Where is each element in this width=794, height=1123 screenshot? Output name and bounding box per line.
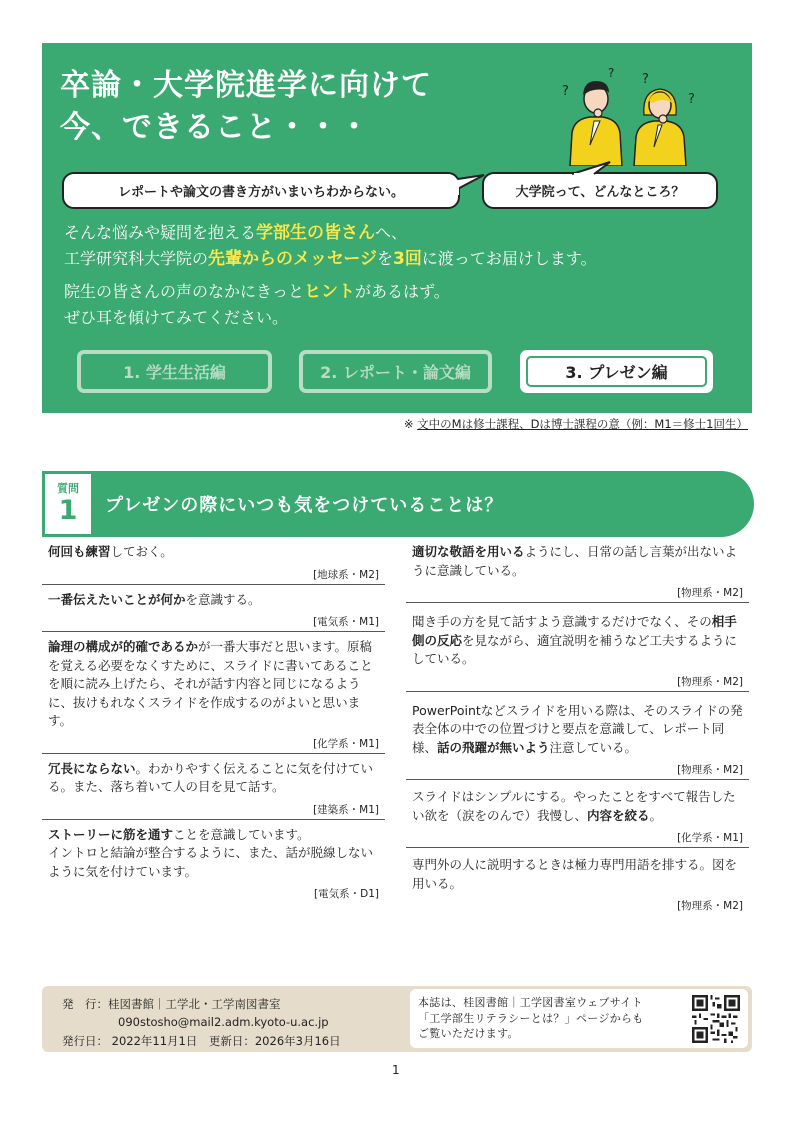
website-info-line: 本誌は、桂図書館｜工学図書室ウェブサイト: [418, 996, 643, 1009]
answer-text: 専門外の人に説明するときは極力専門用語を排する。図を用いる。: [412, 857, 738, 891]
answer-source: [化学系・M1]: [313, 737, 379, 750]
footnote-text: 文中のMは修士課程、Dは博士課程の意（例：M1＝修士1回生）: [417, 417, 748, 431]
publisher-line: 発 行：桂図書館｜工学北・工学南図書室: [62, 997, 281, 1011]
svg-text:?: ?: [608, 66, 615, 80]
answer-item: [406, 780, 749, 848]
answer-source: [物理系・M2]: [677, 675, 743, 688]
answer-text: イントロと結論が整合するように、また、話が脱線しないように気を付けています。: [48, 845, 374, 879]
footnote: [404, 416, 748, 432]
answer-source: [電気系・D1]: [314, 888, 379, 900]
answer-source: [物理系・M2]: [677, 587, 743, 599]
hero-text-part: があるはず。: [355, 282, 450, 301]
contact-email[interactable]: 090stosho@mail2.adm.kyoto-u.ac.jp: [118, 1015, 329, 1029]
question-title: プレゼンの際にいつも気をつけていることは？: [105, 495, 504, 516]
website-info-box: [410, 989, 748, 1048]
page-number: 1: [392, 1063, 400, 1077]
answer-text: が一番大事だと思います。原稿を覚える必要をなくすために、スライドに書いてあることを順に読み上げたら、それが話す内容と同じになるように、抜けもれなくスライドを作成するのがよいと思います。: [48, 639, 373, 728]
answer-bold: 一番伝えたいことが何か: [48, 591, 186, 607]
answer-text: を意識する。: [185, 591, 261, 607]
answer-text: ことを意識しています。: [173, 826, 310, 842]
answer-text: スライドはシンプルにする。やったことをすべて報告したい欲を（涙をのんで）我慢し、: [412, 789, 736, 823]
answer-text: ようにし、日常の話し言葉が出ないように意識している。: [412, 544, 738, 578]
hero-highlight: ヒント: [304, 282, 356, 302]
answer-item: [406, 603, 749, 692]
publish-dates: 発行日： 2022年11月1日 更新日：2026年3月16日: [62, 1034, 341, 1048]
answer-bold: 冗長にならない: [48, 760, 136, 776]
svg-text:?: ?: [688, 92, 695, 107]
answer-source: [地球系・M2]: [313, 568, 379, 581]
nav-student-life-button[interactable]: 1. 学生生活編: [77, 350, 272, 393]
answer-bold: 何回も練習: [48, 544, 111, 559]
answer-bold: 内容を絞る: [587, 807, 650, 823]
hero-message-2: [64, 279, 450, 331]
answer-source: [建築系・M1]: [313, 803, 379, 816]
hero-text-part: ぜひ耳を傾けてみてください。: [64, 308, 289, 327]
answer-item: [42, 820, 385, 904]
hero-title-line2: 今、できること・・・: [60, 110, 370, 145]
hero-text-part: 工学研究科大学院の: [64, 249, 209, 268]
thinking-students-icon: [560, 61, 700, 166]
thinking-girl-icon: [634, 89, 686, 166]
nav-report-thesis-button[interactable]: 2. レポート・論文編: [299, 350, 492, 393]
speech-bubble-1: レポートや論文の書き方がいまいちわからない。: [62, 172, 460, 209]
hero-text-part: そんな悩みや疑問を抱える: [64, 223, 257, 242]
bubble-tail-1: [450, 173, 486, 195]
answer-item: [406, 692, 749, 781]
svg-text:?: ?: [562, 84, 569, 99]
answers-right-column: [406, 543, 749, 915]
answer-bold: ストーリーに筋を通す: [48, 826, 174, 842]
answer-bold: 話の飛躍が無いよう: [437, 739, 550, 755]
hero-text-part: へ、: [375, 223, 408, 242]
answer-source: [物理系・M2]: [677, 764, 743, 776]
footnote-mark: ※: [403, 417, 414, 431]
answer-text: 。わかりやすく伝えることに気を付けている。また、落ち着いて人の目を見て話す。: [48, 760, 374, 794]
answer-item: [406, 848, 749, 915]
nav-presentation-button[interactable]: [520, 350, 713, 393]
answer-text: 。: [649, 807, 663, 823]
hero-banner: [42, 43, 752, 413]
answer-item: [42, 632, 385, 754]
publication-footer: [42, 986, 752, 1052]
answer-text: しておく。: [110, 544, 173, 559]
website-info-text: [418, 995, 644, 1042]
answer-source: [電気系・M1]: [313, 616, 379, 628]
hero-highlight: 学部生の皆さん: [256, 223, 376, 243]
question-label: 質問: [57, 482, 79, 495]
website-info-line: ご覧いただけます。: [418, 1027, 519, 1040]
question-number-box: [42, 471, 94, 537]
hero-title: [60, 65, 432, 149]
hero-title-line1: 卒論・大学院進学に向けて: [60, 68, 432, 103]
question-number: 1: [58, 495, 78, 526]
answer-item: [42, 754, 385, 820]
hero-text-part: 院生の皆さんの声のなかにきっと: [64, 282, 305, 301]
answer-text: PowerPointなどスライドを用いる際は、そのスライドの発表全体の中での位置づけと要点を意識して、レポート同様、: [412, 702, 743, 755]
answer-bold: 適切な敬語を用いる: [412, 544, 525, 559]
answer-item: [42, 543, 385, 585]
answer-text: 注意している。: [549, 739, 638, 755]
nav-presentation-label: 3. プレゼン編: [526, 356, 707, 387]
answer-bold: 論理の構成が的確であるか: [48, 639, 199, 654]
answer-item: [406, 543, 749, 603]
answer-source: [化学系・M1]: [677, 832, 743, 844]
answer-text: 聞き手の方を見て話すよう意識するだけでなく、その: [412, 614, 712, 629]
hero-text-part: を: [377, 249, 394, 268]
answer-text: を見ながら、適宜説明を補うなど工夫するようにしている。: [412, 632, 738, 666]
answer-item: [42, 585, 385, 633]
hero-text-part: に渡ってお届けします。: [421, 249, 597, 268]
answer-bold: 相手側の反応: [412, 614, 737, 648]
answers-left-column: [42, 543, 385, 903]
answer-source: [物理系・M2]: [677, 900, 743, 912]
bubble-tail-2: [572, 160, 612, 176]
hero-highlight: 先輩からのメッセージ: [208, 249, 377, 269]
question-header: [42, 471, 754, 537]
qr-code-icon[interactable]: [692, 995, 740, 1043]
hero-highlight: 3回: [393, 249, 422, 269]
thinking-boy-icon: [570, 81, 622, 166]
hero-message-1: [64, 220, 597, 272]
website-info-line: 「工学部生リテラシーとは？」ページからも: [418, 1011, 644, 1025]
speech-bubble-2: 大学院って、どんなところ？: [482, 172, 718, 209]
svg-text:?: ?: [642, 72, 649, 87]
